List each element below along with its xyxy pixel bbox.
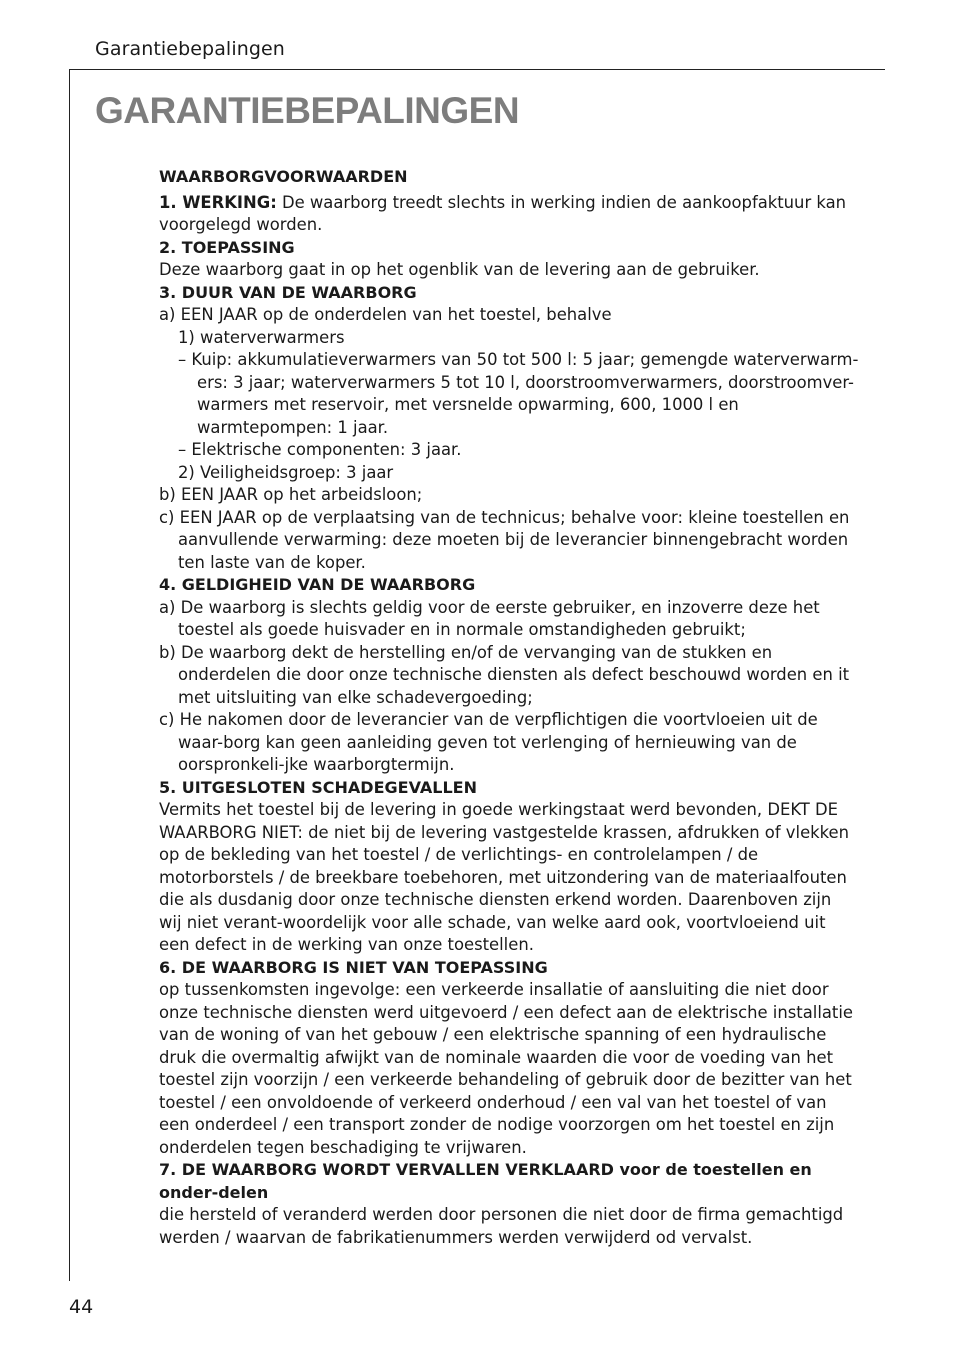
- section-7-heading: 7. DE WAARBORG WORDT VERVALLEN VERKLAARD voor de toestellen en onder-delen: [159, 1160, 812, 1202]
- section-6-text: op tussenkomsten ingevolge: een verkeerde insallatie of aansluiting die niet door onze technische diensten werd uitgevoerd / een defect aan de elektrische installatie van de woning of van het gebouw / een elektrische spanning of een hydraulische druk die overmaltig afwijkt van de nominale waarden die voor de voeding van het toestel zijn voorzijn / een verkeerde behandeling of gebruik door de bezitter van het toestel / een onvoldoende of verkeerd onderhoud / een val van het toestel of van een onderdeel / een transport zonder de nodige voorzorgen om het toestel en zijn onderdelen tegen beschadiging te vrijwaren.: [159, 980, 853, 1157]
- section-2-text: Deze waarborg gaat in op het ogenblik van de levering aan de gebruiker.: [159, 260, 760, 279]
- margin-rule: [69, 69, 70, 1281]
- header-rule: [69, 69, 885, 70]
- section-3-item-c: c) EEN JAAR op de verplaatsing van de technicus; behalve voor: kleine toestellen en aanvullende verwarming: deze moeten bij de leverancier binnengebracht worden ten laste van de koper.: [159, 507, 850, 572]
- section-1-paragraph: [159, 192, 859, 237]
- section-heading-conditions: WAARBORGVOORWAARDEN: [159, 167, 408, 186]
- section-3-item-a1: 1) waterverwarmers: [178, 327, 345, 347]
- section-2-heading: 2. TOEPASSING: [159, 237, 295, 257]
- running-header: Garantiebepalingen: [95, 38, 285, 60]
- section-5-text: Vermits het toestel bij de levering in goede werkingstaat werd bevonden, DEKT DE WAARBORG NIET: de niet bij de levering vastgestelde krassen, afdrukken of vlekken op de bekleding van het toestel / de verlichtings- en controlelampen / de motorborstels / de breekbare toebehoren, met uitzondering van de materiaalfouten die als dusdanig door onze technische diensten erkend worden. Daarenboven zijn wij niet verant-woordelijk voor alle schade, van welke aard ook, voortvloeiend uit een defect in de werking van onze toestellen.: [159, 800, 850, 954]
- section-4-item-b: b) De waarborg dekt de herstelling en/of de vervanging van de stukken en onderdelen die door onze technische diensten als defect beschouwd worden en it met uitsluiting van elke schadevergoeding;: [159, 642, 850, 707]
- section-6-heading: 6. DE WAARBORG IS NIET VAN TOEPASSING: [159, 957, 548, 977]
- section-3-item-a: a) EEN JAAR op de onderdelen van het toestel, behalve: [159, 305, 612, 324]
- section-3-heading: 3. DUUR VAN DE WAARBORG: [159, 282, 417, 302]
- section-3-item-a2: 2) Veiligheidsgroep: 3 jaar: [178, 462, 394, 482]
- warranty-content: [159, 166, 859, 1249]
- section-5-heading: 5. UITGESLOTEN SCHADEGEVALLEN: [159, 777, 477, 797]
- section-1-text: De waarborg treedt slechts in werking indien de aankoopfaktuur kan voorgelegd worden.: [159, 192, 847, 234]
- section-4-heading: 4. GELDIGHEID VAN DE WAARBORG: [159, 575, 476, 594]
- section-3-item-a1-dash1: – Kuip: akkumulatieverwarmers van 50 tot 500 l: 5 jaar; gemengde waterverwarm-ers: 3 jaar; waterverwarmers 5 tot 10 l, doorstroomverwarmers, doorstroomver-warmers met reservoir, met versnelde opwarming, 600, 1000 l en warmtepompen: 1 jaar.: [178, 350, 859, 437]
- section-1-label: 1. WERKING:: [159, 192, 277, 212]
- section-4-item-a: a) De waarborg is slechts geldig voor de eerste gebruiker, en inzoverre deze het toestel als goede huisvader en in normale omstandigheden gebruikt;: [159, 597, 820, 639]
- page-number: 44: [69, 1296, 94, 1318]
- section-3-item-b: b) EEN JAAR op het arbeidsloon;: [159, 485, 423, 504]
- section-4-item-c: c) He nakomen door de leverancier van de verpflichtigen die voortvloeien uit de waar-borg kan geen aanleiding geven tot verlenging of hernieuwing van de oorspronkeli-jke waarborgtermijn.: [159, 710, 818, 774]
- section-7-text: die hersteld of veranderd werden door personen die niet door de firma gemachtigd werden / waarvan de fabrikatienummers werden verwijderd od vervalst.: [159, 1205, 844, 1247]
- section-3-item-a1-dash2: – Elektrische componenten: 3 jaar.: [178, 440, 462, 459]
- page-title: GARANTIEBEPALINGEN: [95, 90, 520, 131]
